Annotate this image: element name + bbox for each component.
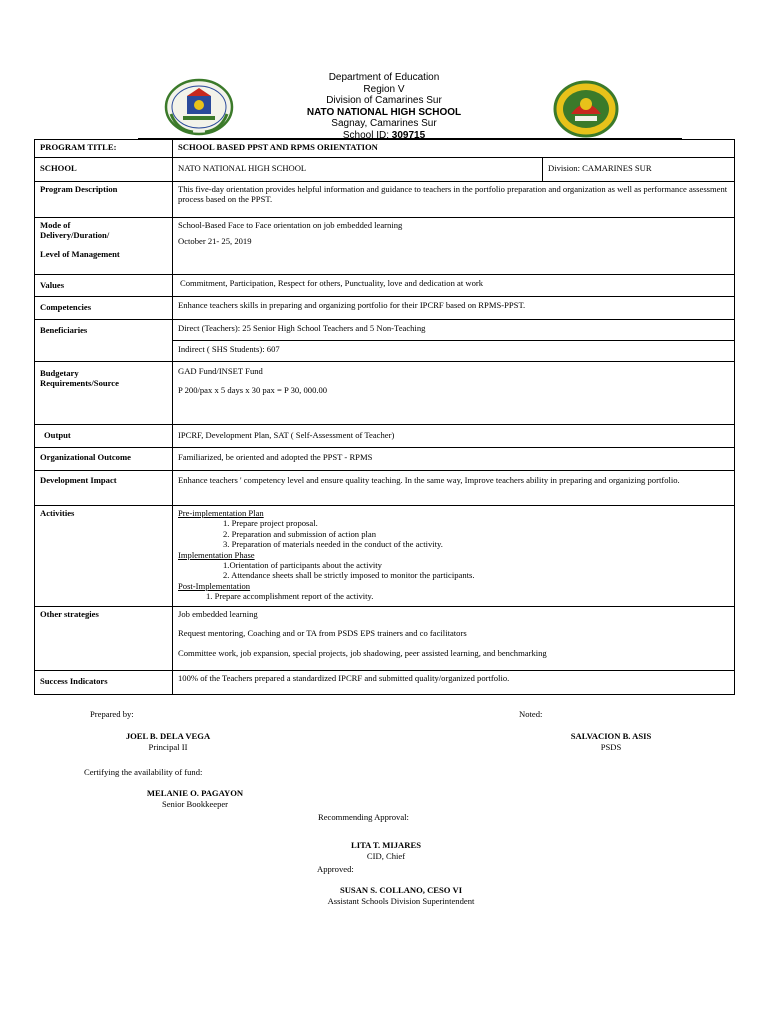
table-row — [35, 448, 735, 471]
division-value: Division: CAMARINES SUR — [543, 158, 735, 182]
letterhead — [0, 72, 768, 141]
beneficiaries-label: Beneficiaries — [35, 320, 173, 362]
table-row — [35, 425, 735, 448]
output-value: IPCRF, Development Plan, SAT ( Self-Assessment of Teacher) — [173, 425, 735, 448]
table-row — [35, 607, 735, 671]
school-value: NATO NATIONAL HIGH SCHOOL — [173, 158, 543, 182]
indirect-beneficiaries: Indirect ( SHS Students): 607 — [173, 341, 735, 362]
approved-label: Approved: — [317, 864, 354, 874]
noted-block — [531, 731, 691, 753]
description-value: This five-day orientation provides helpful information and guidance to teachers in the portfolio preparation and organization as well as performance assessment process based on the PPST. — [173, 182, 735, 218]
direct-beneficiaries: Direct (Teachers): 25 Senior High School Teachers and 5 Non-Teaching — [173, 320, 735, 341]
noted-title: PSDS — [600, 742, 622, 752]
approver-title: Assistant Schools Division Superintendent — [327, 896, 475, 906]
preparer-name: JOEL B. DELA VEGA — [125, 731, 211, 741]
competencies-label: Competencies — [35, 297, 173, 320]
values-value: Commitment, Participation, Respect for others, Punctuality, love and dedication at work — [173, 275, 735, 297]
table-row — [35, 182, 735, 218]
mode-value: School-Based Face to Face orientation on job embedded learning October 21- 25, 2019 — [173, 218, 735, 275]
program-table — [34, 139, 735, 695]
recommender-block — [306, 840, 466, 862]
pre-implementation-heading: Pre-implementation Plan — [178, 508, 264, 518]
competencies-value: Enhance teachers skills in preparing and organizing portfolio for their IPCRF based on RPMS-PPST. — [173, 297, 735, 320]
school-name: NATO NATIONAL HIGH SCHOOL — [306, 106, 462, 118]
program-title-label: PROGRAM TITLE: — [35, 140, 173, 158]
preparer-title: Principal II — [148, 742, 188, 752]
success-label: Success Indicators — [35, 671, 173, 695]
list-item: 3. Preparation of materials needed in the conduct of the activity. — [223, 539, 443, 550]
description-label: Program Description — [35, 182, 173, 218]
table-row — [35, 320, 735, 341]
post-implementation-heading: Post-Implementation — [178, 580, 251, 591]
implementation-heading: Implementation Phase — [178, 549, 255, 560]
budget-value: GAD Fund/INSET Fund P 200/pax x 5 days x 30 pax = P 30, 000.00 — [173, 362, 735, 425]
approver-name: SUSAN S. COLLANO, CESO VI — [339, 885, 463, 895]
table-row — [35, 297, 735, 320]
activities-label: Activities — [35, 506, 173, 607]
list-item: 2. Preparation and submission of action plan — [223, 528, 376, 539]
certifying-label: Certifying the availability of fund: — [84, 767, 203, 777]
recommending-label: Recommending Approval: — [318, 812, 409, 822]
noted-name: SALVACION B. ASIS — [570, 731, 652, 741]
table-row — [35, 471, 735, 506]
budget-label: Budgetary Requirements/Source — [35, 362, 173, 425]
table-row — [35, 158, 735, 182]
activities-value — [173, 506, 735, 607]
dev-impact-label: Development Impact — [35, 471, 173, 506]
school-label: SCHOOL — [35, 158, 173, 182]
output-label: Output — [35, 425, 173, 448]
division-line: Division of Camarines Sur — [326, 95, 442, 106]
program-title-value: SCHOOL BASED PPST AND RPMS ORIENTATION — [173, 140, 735, 158]
table-row — [35, 671, 735, 695]
table-row — [35, 362, 735, 425]
preparer-block — [88, 731, 248, 753]
recommender-name: LITA T. MIJARES — [351, 840, 421, 850]
recommender-title: CID, Chief — [366, 851, 406, 861]
dev-impact-value: Enhance teachers ' competency level and ensure quality teaching. In the same way, Improve teachers ability in preparing and organizing portfolio. — [173, 471, 735, 506]
mode-label: Mode of Delivery/Duration/ Level of Management — [35, 218, 173, 275]
org-outcome-label: Organizational Outcome — [35, 448, 173, 471]
region-line: Region V — [363, 83, 405, 95]
list-item: 1. Prepare accomplishment report of the activity. — [206, 591, 374, 602]
table-row — [35, 140, 735, 158]
school-id: School ID: 309715 — [342, 129, 426, 141]
certifier-block — [115, 788, 275, 810]
values-label: Values — [35, 275, 173, 297]
success-value: 100% of the Teachers prepared a standardized IPCRF and submitted quality/organized portfolio. — [173, 671, 735, 695]
org-outcome-value: Familiarized, be oriented and adopted the PPST - RPMS — [173, 448, 735, 471]
certifier-title: Senior Bookkeeper — [161, 799, 229, 809]
department-line: Department of Education — [328, 72, 440, 83]
school-address: Sagnay, Camarines Sur — [331, 118, 437, 129]
list-item: 1.Orientation of participants about the activity — [223, 560, 382, 571]
certifier-name: MELANIE O. PAGAYON — [146, 788, 244, 798]
noted-label: Noted: — [519, 709, 543, 719]
list-item: 2. Attendance sheets shall be strictly imposed to monitor the participants. — [223, 570, 475, 581]
approver-block — [286, 885, 516, 907]
table-row — [35, 218, 735, 275]
table-row — [35, 506, 735, 607]
table-row — [35, 275, 735, 297]
other-strategies-label: Other strategies — [35, 607, 173, 671]
list-item: 1. Prepare project proposal. — [223, 518, 318, 529]
other-strategies-value: Job embedded learning Request mentoring, Coaching and or TA from PSDS EPS trainers and co facilitators Committee work, job expansion, special projects, job shadowing, peer assisted learning, and benchmarking — [173, 607, 735, 671]
prepared-by-label: Prepared by: — [90, 709, 134, 719]
